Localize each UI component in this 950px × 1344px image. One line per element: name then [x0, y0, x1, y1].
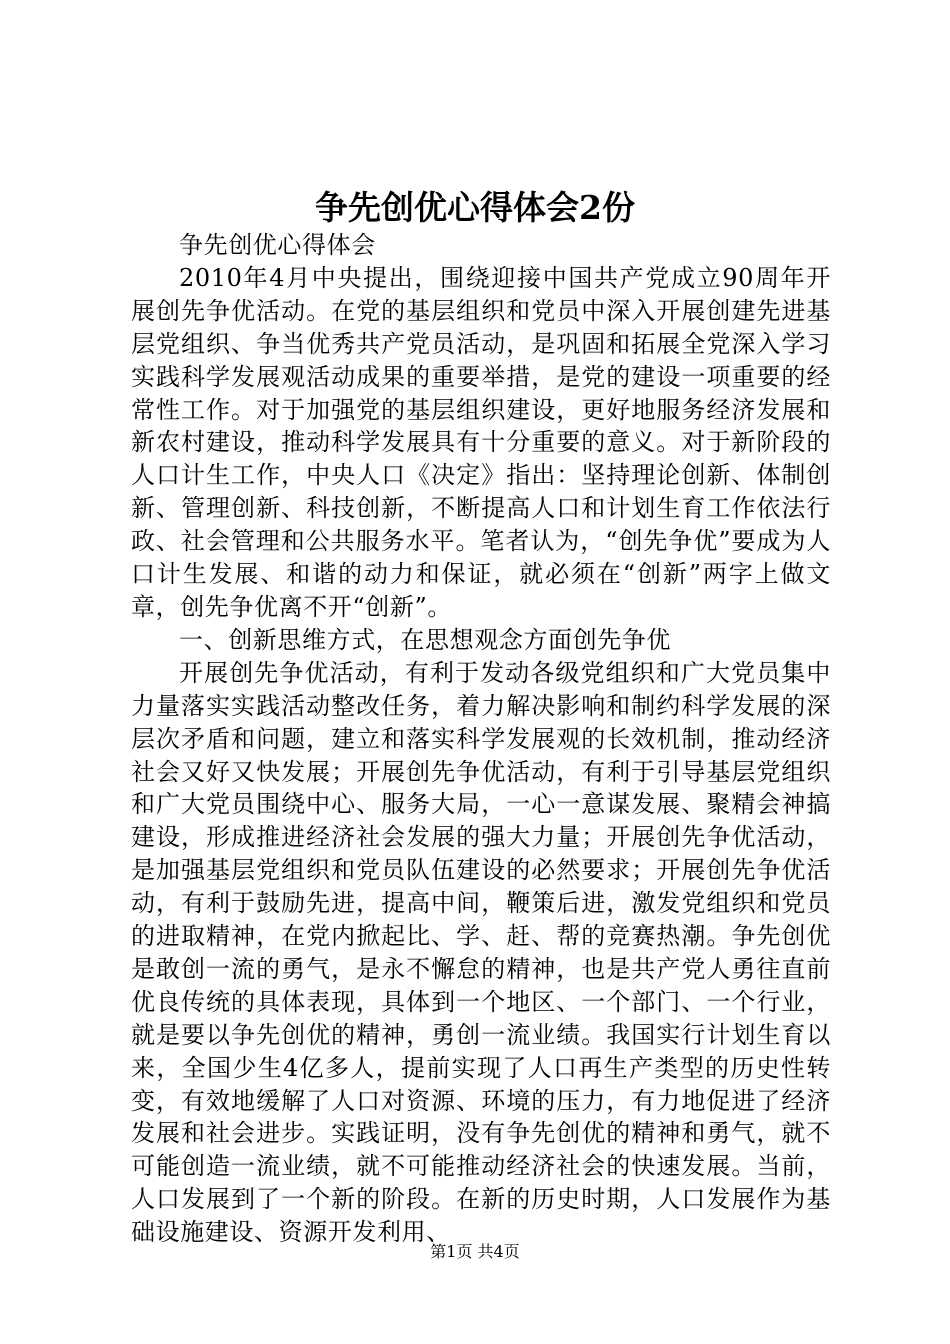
section-heading: 一、创新思维方式，在思想观念方面创先争优	[179, 625, 671, 654]
document-body	[131, 229, 831, 1249]
page-number-footer: 第1页 共4页	[430, 1242, 520, 1261]
paragraph: 开展创先争优活动，有利于发动各级党组织和广大党员集中力量落实实践活动整改任务，着力解决影响和制约科学发展的深层次矛盾和问题，建立和落实科学发展观的长效机制，推动经济社会又好又快发展；开展创先争优活动，有利于引导基层党组织和广大党员围绕中心、服务大局，一心一意谋发展、聚精会神搞建设，形成推进经济社会发展的强大力量；开展创先争优活动，是加强基层党组织和党员队伍建设的必然要求；开展创先争优活动，有利于鼓励先进，提高中间，鞭策后进，激发党组织和党员的进取精神，在党内掀起比、学、赶、帮的竞赛热潮。争先创优是敢创一流的勇气，是永不懈怠的精神，也是共产党人勇往直前优良传统的具体表现，具体到一个地区、一个部门、一个行业，就是要以争先创优的精神，勇创一流业绩。我国实行计划生育以来，全国少生4亿多人，提前实现了人口再生产类型的历史性转变，有效地缓解了人口对资源、环境的压力，有力地促进了经济发展和社会进步。实践证明，没有争先创优的精神和勇气，就不可能创造一流业绩，就不可能推动经济社会的快速发展。当前，人口发展到了一个新的阶段。在新的历史时期，人口发展作为基础设施建设、资源开发利用、	[131, 658, 831, 1247]
paragraph: 2010年4月中央提出，围绕迎接中国共产党成立90周年开展创先争优活动。在党的基层组织和党员中深入开展创建先进基层党组织、争当优秀共产党员活动，是巩固和拓展全党深入学习实践科学发展观活动成果的重要举措，是党的建设一项重要的经常性工作。对于加强党的基层组织建设，更好地服务经济发展和新农村建设，推动科学发展具有十分重要的意义。对于新阶段的人口计生工作，中央人口《决定》指出：坚持理论创新、体制创新、管理创新、科技创新，不断提高人口和计划生育工作依法行政、社会管理和公共服务水平。笔者认为，“创先争优”要成为人口计生发展、和谐的动力和保证，就必须在“创新”两字上做文章，创先争优离不开“创新”。	[131, 263, 831, 621]
document-title: 争先创优心得体会2份	[315, 188, 635, 227]
paragraph-subtitle: 争先创优心得体会	[179, 231, 376, 259]
